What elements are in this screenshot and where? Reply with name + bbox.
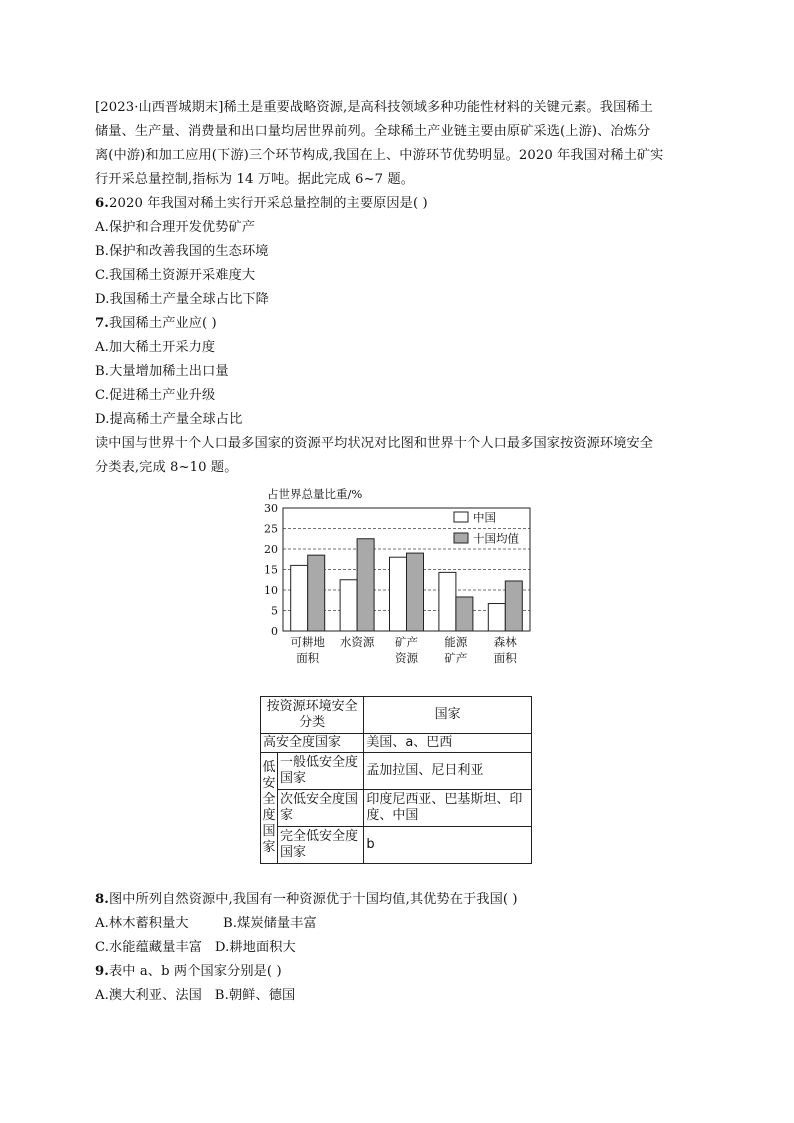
- table-row-value: b: [364, 827, 532, 864]
- x-category-label: 森林: [493, 635, 517, 649]
- question-7-stem: [95, 312, 217, 336]
- question-9-text: 表中 a、b 两个国家分别是( ): [108, 964, 282, 979]
- reading-line-2: 分类表,完成 8~10 题。: [95, 460, 238, 475]
- question-7-option-b: B.大量增加稀土出口量: [95, 364, 229, 379]
- bar-ten-country-avg: [357, 539, 374, 631]
- table-row-label: 高安全度国家: [261, 734, 364, 753]
- question-8-stem: [95, 888, 518, 912]
- intro-line-4: 行开采总量控制,指标为 14 万吨。据此完成 6~7 题。: [95, 172, 415, 187]
- legend-label: 中国: [473, 510, 496, 525]
- legend-swatch: [454, 533, 468, 543]
- bar-china: [439, 572, 456, 631]
- table-row: [261, 753, 532, 790]
- bar-ten-country-avg: [308, 555, 325, 631]
- y-tick-label: 20: [264, 543, 278, 556]
- low-group-char: 国: [262, 824, 276, 839]
- bar-ten-country-avg: [456, 597, 473, 631]
- low-group-char: 低: [262, 760, 276, 775]
- x-category-label: 可耕地: [290, 635, 325, 649]
- legend-label: 十国均值: [473, 531, 519, 546]
- question-7-text: 我国稀土产业应( ): [108, 316, 217, 331]
- question-7-option-a: A.加大稀土开采力度: [95, 340, 216, 355]
- low-security-group-label: [261, 753, 278, 864]
- question-6-option-c: C.我国稀土资源开采难度大: [95, 268, 256, 283]
- bar-china: [340, 580, 357, 631]
- low-group-char: 度: [262, 808, 276, 823]
- table-row: [261, 827, 532, 864]
- intro-line-3: 离(中游)和加工应用(下游)三个环节构成,我国在上、中游环节优势明显。2020 年我国对稀土矿实: [95, 148, 664, 163]
- security-classification-table: [260, 696, 532, 864]
- x-category-label: 能源: [444, 635, 468, 649]
- bar-china: [291, 565, 308, 631]
- question-6-option-b: B.保护和改善我国的生态环境: [95, 244, 269, 259]
- question-8-number: 8.: [95, 892, 109, 907]
- reading-line-1: 读中国与世界十个人口最多国家的资源平均状况对比图和世界十个人口最多国家按资源环境安全: [95, 436, 654, 451]
- question-6-option-a: A.保护和合理开发优势矿产: [95, 220, 256, 235]
- x-category-label: 面积: [296, 651, 320, 665]
- x-category-label: 矿产: [444, 651, 468, 665]
- table-row-label: 次低安全度国家: [278, 790, 364, 827]
- question-6-text: 2020 年我国对稀土实行开采总量控制的主要原因是( ): [108, 196, 428, 211]
- low-group-char: 家: [262, 840, 276, 855]
- question-6-option-d: D.我国稀土产量全球占比下降: [95, 292, 269, 307]
- question-7-number: 7.: [95, 316, 109, 331]
- intro-line-1: [2023·山西晋城期末]稀土是重要战略资源,是高科技领域多种功能性材料的关键元素。我国稀土: [95, 100, 653, 115]
- table-header-row: [261, 697, 532, 734]
- table-row-value: 印度尼西亚、巴基斯坦、印度、中国: [364, 790, 532, 827]
- table-row-value: 美国、a、巴西: [364, 734, 532, 753]
- y-tick-label: 0: [271, 625, 278, 638]
- bar-china: [488, 604, 505, 631]
- intro-line-2: 储量、生产量、消费量和出口量均居世界前列。全球稀土产业链主要由原矿采选(上游)、冶炼分: [95, 124, 651, 139]
- y-axis-title: 占世界总量比重/%: [267, 487, 363, 501]
- question-9-options-ab: A.澳大利亚、法国 B.朝鲜、德国: [95, 988, 296, 1003]
- y-tick-label: 5: [271, 604, 278, 618]
- resource-comparison-chart: [255, 484, 545, 674]
- table-row: [261, 790, 532, 827]
- question-9-number: 9.: [95, 964, 109, 979]
- table-row: [261, 734, 532, 753]
- legend-swatch: [454, 512, 468, 522]
- bar-ten-country-avg: [407, 553, 424, 631]
- question-8-options-cd: C.水能蕴藏量丰富 D.耕地面积大: [95, 940, 296, 955]
- table-row-value: 孟加拉国、尼日利亚: [364, 753, 532, 790]
- question-8-options-ab: A.林木蓄积量大 B.煤炭储量丰富: [95, 916, 317, 931]
- question-9-stem: [95, 960, 282, 984]
- table-header-category: 按资源环境安全分类: [261, 697, 364, 734]
- bar-ten-country-avg: [505, 581, 522, 631]
- question-6-stem: [95, 192, 428, 216]
- x-category-label: 水资源: [339, 635, 375, 649]
- low-group-char: 安: [262, 776, 276, 791]
- low-group-char: 全: [262, 792, 276, 807]
- table-row-label: 一般低安全度国家: [278, 753, 364, 790]
- y-tick-label: 25: [264, 522, 278, 536]
- x-category-label: 资源: [395, 651, 418, 665]
- table-header-countries: 国家: [364, 697, 532, 734]
- question-7-option-c: C.促进稀土产业升级: [95, 388, 216, 403]
- bar-china: [390, 557, 407, 631]
- y-tick-label: 10: [264, 584, 278, 597]
- table-row-label: 完全低安全度国家: [278, 827, 364, 864]
- y-tick-label: 30: [264, 502, 278, 515]
- y-tick-label: 15: [264, 563, 278, 577]
- question-7-option-d: D.提高稀土产量全球占比: [95, 412, 243, 427]
- x-category-label: 面积: [493, 651, 517, 665]
- x-category-label: 矿产: [395, 635, 418, 649]
- question-8-text: 图中所列自然资源中,我国有一种资源优于十国均值,其优势在于我国( ): [108, 892, 518, 907]
- question-6-number: 6.: [95, 196, 109, 211]
